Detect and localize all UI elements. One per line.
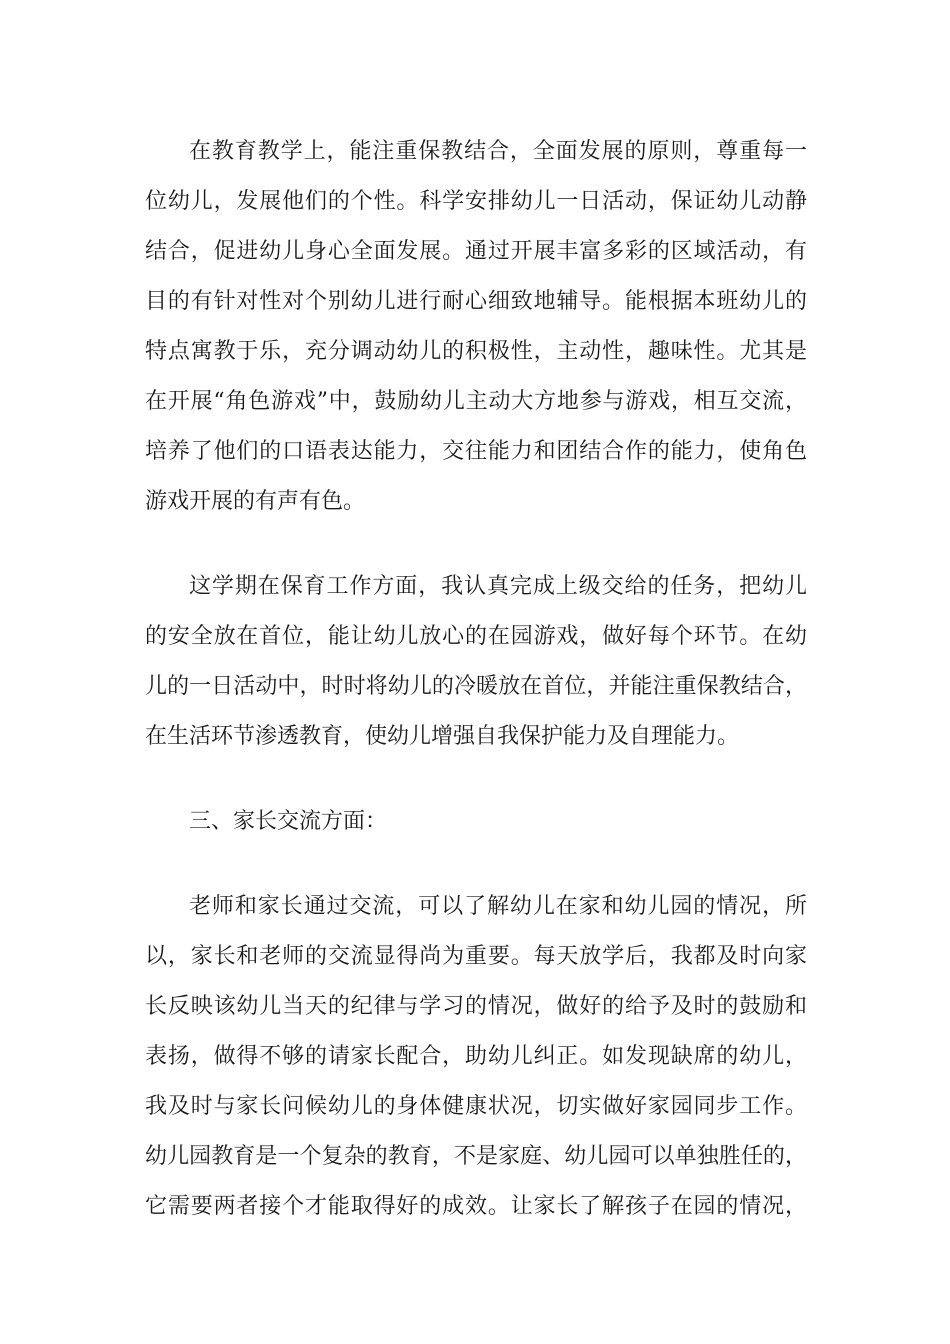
document-body (145, 127, 807, 1232)
text-line: 儿的一日活动中，时时将幼儿的冷暖放在首位，并能注重保教结合， (145, 674, 807, 699)
text-line: 位幼儿，发展他们的个性。科学安排幼儿一日活动，保证幼儿动静 (145, 189, 807, 214)
text-line: 游戏开展的有声有色。 (145, 489, 366, 514)
text-line: 特点寓教于乐，充分调动幼儿的积极性，主动性，趣味性。尤其是 (145, 339, 807, 364)
text-line: 的安全放在首位，能让幼儿放心的在园游戏，做好每个环节。在幼 (145, 624, 807, 649)
text-line: 以，家长和老师的交流显得尚为重要。每天放学后，我都及时向家 (145, 944, 807, 969)
text-line: 在开展“角色游戏”中，鼓励幼儿主动大方地参与游戏，相互交流， (145, 389, 807, 414)
text-line: 它需要两者接个才能取得好的成效。让家长了解孩子在园的情况， (145, 1194, 807, 1219)
text-line: 培养了他们的口语表达能力，交往能力和团结合作的能力，使角色 (145, 439, 807, 464)
paragraph-gap (145, 847, 807, 882)
text-line: 结合，促进幼儿身心全面发展。通过开展丰富多彩的区域活动，有 (145, 239, 807, 264)
text-line: 老师和家长通过交流，可以了解幼儿在家和幼儿园的情况，所 (189, 894, 807, 919)
paragraph-care-work (145, 562, 807, 762)
paragraph-gap (145, 762, 807, 797)
text-line: 目的有针对性对个别幼儿进行耐心细致地辅导。能根据本班幼儿的 (145, 289, 807, 314)
section-heading-text: 三、家长交流方面： (189, 809, 388, 834)
text-line: 幼儿园教育是一个复杂的教育，不是家庭、幼儿园可以单独胜任的， (145, 1144, 807, 1169)
section-heading (145, 797, 807, 847)
text-line: 这学期在保育工作方面，我认真完成上级交给的任务，把幼儿 (189, 574, 807, 599)
text-line: 我及时与家长问候幼儿的身体健康状况，切实做好家园同步工作。 (145, 1094, 807, 1119)
text-line: 长反映该幼儿当天的纪律与学习的情况，做好的给予及时的鼓励和 (145, 994, 807, 1019)
paragraph-gap (145, 527, 807, 562)
paragraph-teaching (145, 127, 807, 527)
text-line: 在教育教学上，能注重保教结合，全面发展的原则，尊重每一 (189, 139, 807, 164)
text-line: 表扬，做得不够的请家长配合，助幼儿纠正。如发现缺席的幼儿， (145, 1044, 807, 1069)
paragraph-parent-communication (145, 882, 807, 1232)
text-line: 在生活环节渗透教育，使幼儿增强自我保护能力及自理能力。 (145, 724, 740, 749)
